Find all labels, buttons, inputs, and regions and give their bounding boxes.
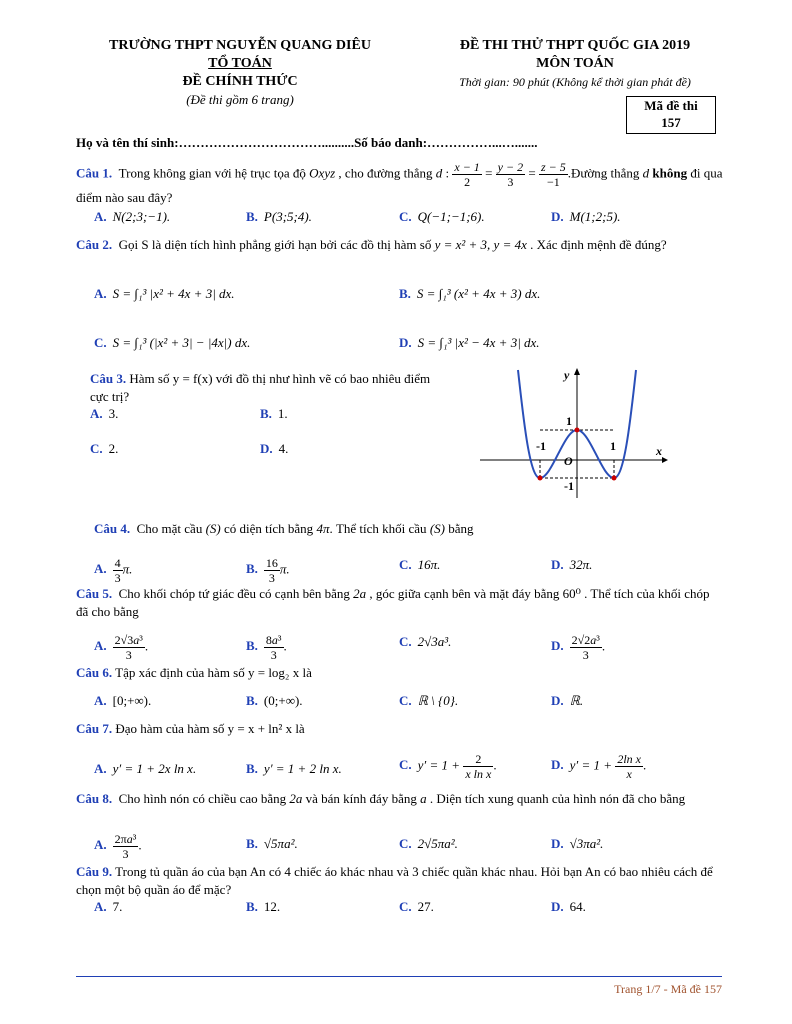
- q4-option-d[interactable]: D. 32π.: [551, 557, 593, 572]
- q9-text: Trong tủ quần áo của bạn An có 4 chiếc áo khác nhau và 3 chiếc quần khác nhau. Hỏi bạn An có bao nhiêu cách để chọn một bộ quần áo để mặc?: [76, 864, 713, 897]
- header-right: [410, 37, 740, 91]
- q9-label: Câu 9.: [76, 864, 113, 879]
- official-label: ĐỀ CHÍNH THỨC: [182, 74, 298, 89]
- tick-one-y: 1: [566, 414, 572, 428]
- q4-option-c[interactable]: C. 16π.: [399, 557, 441, 572]
- q8-option-b[interactable]: B. √5πa².: [246, 836, 298, 851]
- q2-option-a[interactable]: A. S = ∫₁³ |x² + 4x + 3| dx.: [94, 286, 235, 301]
- school-name: TRƯỜNG THPT NGUYỄN QUANG DIÊU: [109, 38, 371, 53]
- q3-option-b[interactable]: B. 1.: [260, 406, 288, 421]
- q8-option-a[interactable]: A. $\frac{\text{2πa³}}{3}$ .: [94, 832, 142, 861]
- q3-option-d[interactable]: D. 4.: [260, 441, 289, 456]
- q1-option-a[interactable]: A. N(2;3;−1).: [94, 209, 171, 224]
- q7-option-c[interactable]: C. y′ = 1 + $\frac{2}{\text{x ln x}}$ .: [399, 752, 497, 781]
- exam-code-box: [626, 96, 716, 134]
- q4-option-b[interactable]: B. $\frac{16}{3}$ π.: [246, 556, 290, 585]
- question-5: Câu 5. Cho khối chóp tứ giác đều có cạnh bên bằng 2a , góc giữa cạnh bên và mặt đáy bằng 60⁰ . Thể tích của khối chóp đã cho bằng: [76, 586, 710, 619]
- origin-label: O: [564, 454, 573, 468]
- candidate-line: Họ và tên thí sinh:……………………………..........Số báo danh:……………...….......: [76, 135, 538, 150]
- q5-option-c[interactable]: C. 2√3a³.: [399, 634, 452, 649]
- q6-text: Tập xác định của hàm số y = log₂ x là: [115, 665, 312, 680]
- q5-label: Câu 5.: [76, 586, 113, 601]
- header-left: [70, 37, 410, 109]
- question-6: [76, 664, 724, 682]
- q5-option-b[interactable]: B. $\frac{\text{8a³}}{3}$ .: [246, 633, 287, 662]
- question-3: [90, 370, 440, 406]
- min-point-left: [538, 476, 543, 481]
- q5-option-d[interactable]: D. $\frac{\text{2√2a³}}{3}$ .: [551, 633, 606, 662]
- q9-option-b[interactable]: B. 12.: [246, 899, 281, 914]
- q6-option-b[interactable]: B. (0;+∞).: [246, 693, 303, 708]
- exam-code-label: Mã đề thi: [644, 98, 698, 113]
- q3-label: Câu 3.: [90, 371, 127, 386]
- q7-label: Câu 7.: [76, 721, 113, 736]
- q4-label: Câu 4.: [94, 521, 131, 536]
- q9-option-c[interactable]: C. 27.: [399, 899, 434, 914]
- question-4: Câu 4. Cho mặt cầu (S) có diện tích bằng 4π. Thể tích khối cầu (S) bằng: [94, 521, 474, 536]
- pages-note: (Đề thi gồm 6 trang): [186, 92, 294, 107]
- question-1: Câu 1. Trong không gian với hệ trục tọa độ Oxyz , cho đường thẳng d : $\frac{x - 1}{2}$ = $\frac{y - 2}{3}$ = $\frac{z - 5}{-1}$ .Đường thẳng d không đi qua điểm nào sau đây?: [76, 160, 723, 205]
- question-2: Câu 2. Gọi S là diện tích hình phẳng giới hạn bởi các đồ thị hàm số y = x² + 3, y = 4x . Xác định mệnh đề đúng?: [76, 237, 667, 252]
- exam-code-value: 157: [661, 115, 681, 130]
- min-point-right: [612, 476, 617, 481]
- q9-option-d[interactable]: D. 64.: [551, 899, 586, 914]
- q2-label: Câu 2.: [76, 237, 113, 252]
- subject: MÔN TOÁN: [536, 56, 614, 71]
- q1-option-b[interactable]: B. P(3;5;4).: [246, 209, 312, 224]
- group-name: TỔ TOÁN: [208, 56, 272, 71]
- q3-option-a[interactable]: A. 3.: [90, 406, 119, 421]
- q6-option-c[interactable]: C. ℝ \ {0}.: [399, 693, 459, 708]
- q7-option-b[interactable]: B. y′ = 1 + 2 ln x.: [246, 761, 342, 776]
- q7-option-d[interactable]: D. y′ = 1 + $\frac{\text{2ln x}}{x}$ .: [551, 752, 647, 781]
- q4-option-a[interactable]: A. $\frac{4}{3}$ π.: [94, 556, 133, 585]
- question-9: [76, 863, 724, 899]
- question-8: Câu 8. Cho hình nón có chiều cao bằng 2a và bán kính đáy bằng a . Diện tích xung quanh của hình nón đã cho bằng: [76, 791, 686, 806]
- max-point: [575, 428, 580, 433]
- q6-option-a[interactable]: A. [0;+∞).: [94, 693, 152, 708]
- x-axis-arrow: [662, 457, 668, 463]
- exam-title: ĐỀ THI THỬ THPT QUỐC GIA 2019: [459, 38, 691, 53]
- q7-text: Đạo hàm của hàm số y = x + ln² x là: [115, 721, 305, 736]
- tick-neg-one-y: -1: [564, 479, 574, 493]
- q8-option-c[interactable]: C. 2√5πa².: [399, 836, 458, 851]
- tick-neg-one-x: -1: [536, 439, 546, 453]
- q3-option-c[interactable]: C. 2.: [90, 441, 119, 456]
- q2-option-c[interactable]: C. S = ∫₁³ (|x² + 3| − |4x|) dx.: [94, 335, 251, 350]
- q8-option-d[interactable]: D. √3πa².: [551, 836, 604, 851]
- tick-one-x: 1: [610, 439, 616, 453]
- q9-option-a[interactable]: A. 7.: [94, 899, 123, 914]
- page-footer: Trang 1/7 - Mã đề 157: [614, 982, 722, 996]
- q2-option-d[interactable]: D. S = ∫₁³ |x² − 4x + 3| dx.: [399, 335, 540, 350]
- q3-text: Hàm số y = f(x) với đồ thị như hình vẽ có bao nhiêu điểm cực trị?: [90, 371, 431, 404]
- q6-label: Câu 6.: [76, 665, 113, 680]
- q3-function-graph: [480, 365, 670, 500]
- q1-option-d[interactable]: D. M(1;2;5).: [551, 209, 621, 224]
- q1-label: Câu 1.: [76, 165, 113, 181]
- y-axis-arrow: [574, 368, 580, 375]
- q6-option-d[interactable]: D. ℝ.: [551, 693, 584, 708]
- q1-option-c[interactable]: C. Q(−1;−1;6).: [399, 209, 485, 224]
- y-label: y: [564, 368, 570, 382]
- footer-divider: [76, 976, 722, 977]
- q8-label: Câu 8.: [76, 791, 113, 806]
- q5-option-a[interactable]: A. $\frac{\text{2√3a³}}{3}$ .: [94, 633, 149, 662]
- x-label: x: [656, 444, 662, 458]
- question-7: [76, 720, 724, 738]
- time-note: Thời gian: 90 phút (Không kể thời gian phát đề): [459, 75, 691, 89]
- q7-option-a[interactable]: A. y′ = 1 + 2x ln x.: [94, 761, 197, 776]
- q2-option-b[interactable]: B. S = ∫₁³ (x² + 4x + 3) dx.: [399, 286, 541, 301]
